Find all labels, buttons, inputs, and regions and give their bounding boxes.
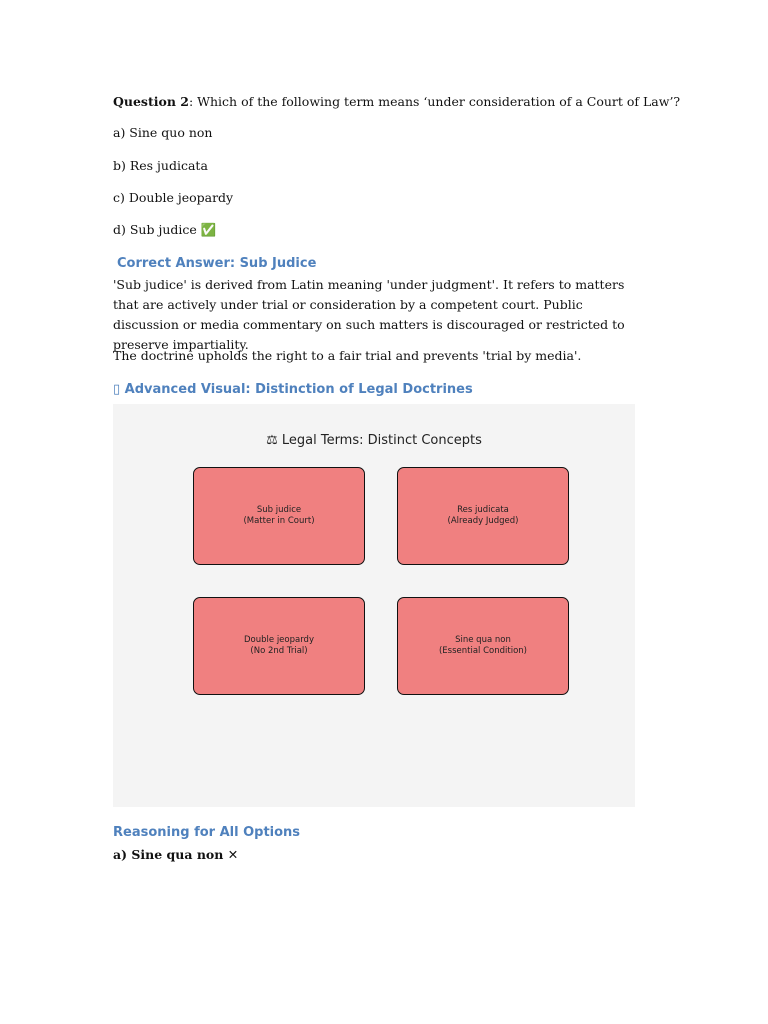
concept-box-label: Sub judice: [256, 505, 302, 515]
reasoning-option-a: [113, 847, 238, 863]
reasoning-heading: Reasoning for All Options: [113, 825, 301, 840]
question-text: : Which of the following term means ‘under consideration of a Court of Law’?: [188, 94, 681, 109]
option-b: b) Res judicata: [113, 158, 208, 173]
answer-paragraph-2: The doctrine upholds the right to a fair trial and prevents 'trial by media'.: [113, 348, 582, 363]
check-mark-icon: ✅: [200, 222, 217, 237]
option-d: [113, 222, 216, 238]
concept-box-sine-qua-non: [397, 597, 569, 695]
legal-terms-figure: [113, 404, 635, 807]
reasoning-option-a-text: a) Sine qua non: [113, 847, 224, 862]
advanced-visual-heading: ▯ Advanced Visual: Distinction of Legal Doctrines: [113, 382, 473, 397]
cross-icon: ✕: [227, 847, 239, 862]
concept-box-sublabel: (Already Judged): [447, 516, 519, 526]
option-d-text: d) Sub judice: [113, 222, 197, 237]
concept-box-sublabel: (Essential Condition): [438, 646, 527, 656]
option-c: c) Double jeopardy: [113, 190, 234, 205]
concept-box-sublabel: (Matter in Court): [243, 516, 315, 526]
concept-box-label: Res judicata: [457, 505, 509, 515]
figure-title: ⚖ Legal Terms: Distinct Concepts: [266, 433, 482, 448]
concept-box-sub-judice: [193, 467, 365, 565]
correct-answer-heading: Correct Answer: Sub Judice: [117, 256, 317, 271]
answer-paragraph-1: 'Sub judice' is derived from Latin meaning 'under judgment'. It refers to matters that are actively under trial or consideration by a competent court. Public discussion or media commentary on such matters is discouraged or restricted to preserve impartiality.: [113, 277, 625, 352]
question-label: Question 2: [113, 94, 189, 109]
concept-box-res-judicata: [397, 467, 569, 565]
concept-box-label: Sine qua non: [455, 635, 511, 645]
concept-box-label: Double jeopardy: [244, 635, 314, 645]
question-line: [113, 94, 680, 110]
concept-box-sublabel: (No 2nd Trial): [250, 646, 308, 656]
option-a: a) Sine quo non: [113, 125, 213, 140]
concept-box-double-jeopardy: [193, 597, 365, 695]
